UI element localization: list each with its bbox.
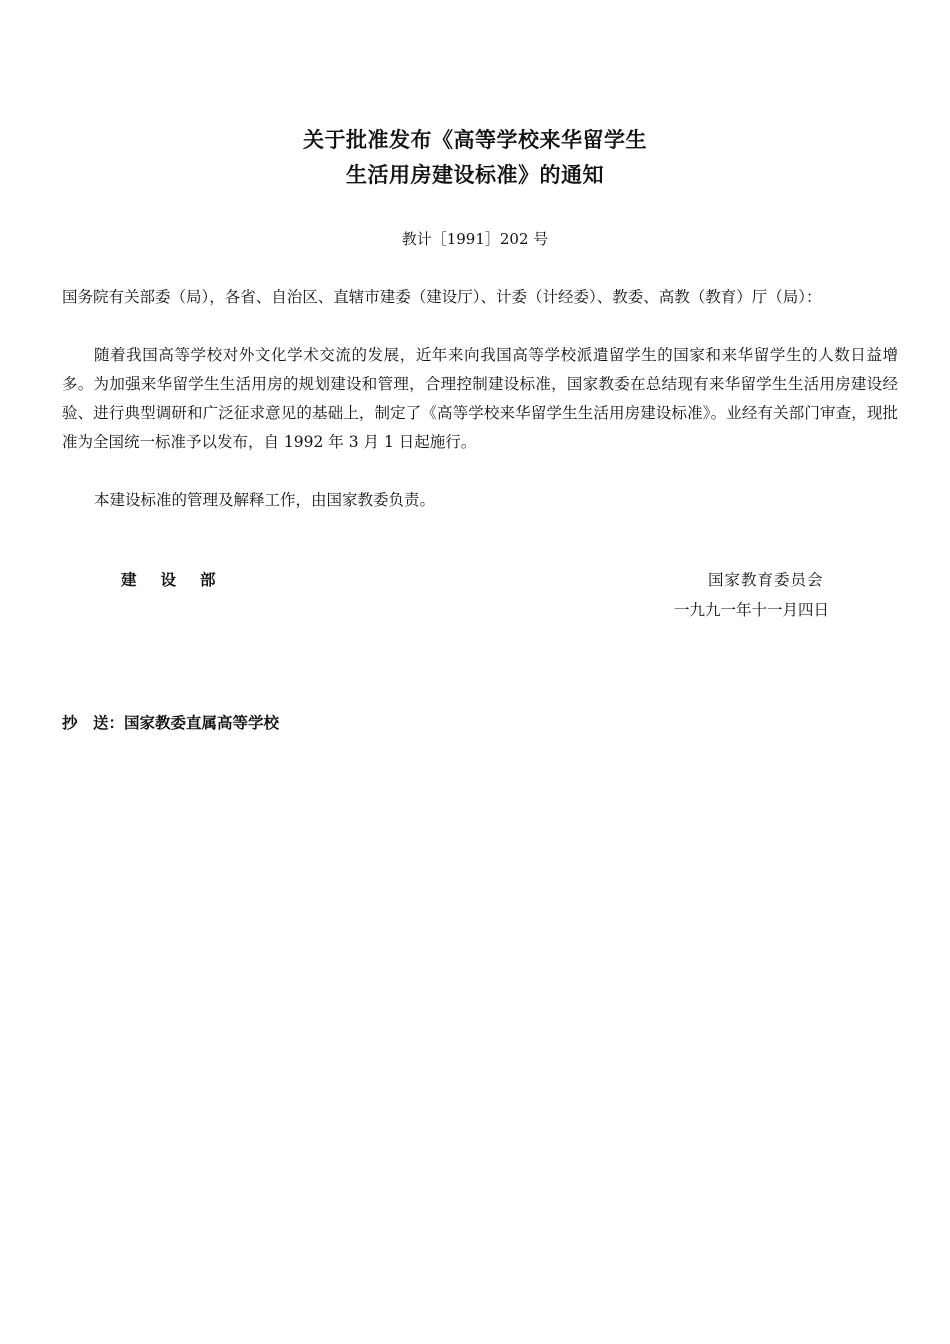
cc-label: 抄 送： <box>62 713 125 732</box>
document-number: 教计［1991］202 号 <box>401 230 549 248</box>
carbon-copy <box>62 711 279 733</box>
document-title-line2: 生活用房建设标准》的通知 <box>346 163 604 187</box>
document-title-line1: 关于批准发布《高等学校来华留学生 <box>303 128 647 152</box>
signatory-left: 建设部 <box>121 570 240 589</box>
body-paragraph-2: 本建设标准的管理及解释工作，由国家教委负责。 <box>94 491 436 509</box>
addressee: 国务院有关部委（局），各省、自治区、直辖市建委（建设厅）、计委（计经委）、教委、高教（教育）厅（局）： <box>62 288 822 306</box>
body-paragraph-1: 随着我国高等学校对外文化学术交流的发展，近年来向我国高等学校派遣留学生的国家和来华留学生的人数日益增多。为加强来华留学生生活用房的规划建设和管理，合理控制建设标准，国家教委在总结现有来华留学生生活用房建设经验、进行典型调研和广泛征求意见的基础上，制定了《高等学校来华留学生生活用房建设标准》。业经有关部门审查，现批准为全国统一标准予以发布，自 1992 年 3 月 1 日起施行。 <box>62 346 898 451</box>
signing-date: 一九九一年十一月四日 <box>674 601 830 619</box>
signatory-right: 国家教育委员会 <box>708 571 824 589</box>
cc-recipients: 国家教委直属高等学校 <box>124 713 280 732</box>
